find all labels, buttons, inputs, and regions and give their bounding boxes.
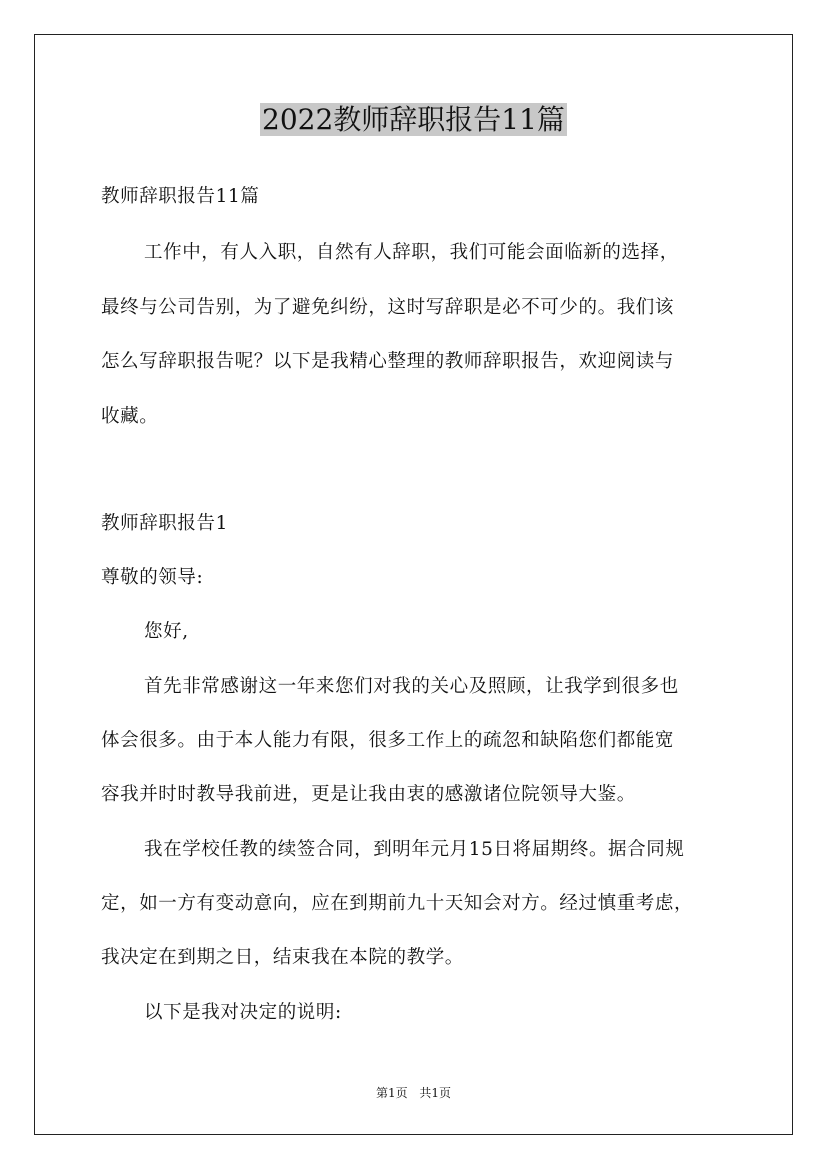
section-heading: 教师辞职报告1 [101,513,228,534]
para2-line-2: 定，如一方有变动意向，应在到期前九十天知会对方。经过慎重考虑， [101,893,694,914]
greeting: 您好, [144,621,189,642]
para2-line-3: 我决定在到期之日，结束我在本院的教学。 [101,947,464,968]
document-subtitle: 教师辞职报告11篇 [101,186,260,207]
intro-line-2: 最终与公司告别，为了避免纠纷，这时写辞职是必不可少的。我们该 [101,297,675,318]
page-number: 第1页 [375,1086,408,1100]
para1-line-2: 体会很多。由于本人能力有限，很多工作上的疏忽和缺陷您们都能宽 [101,730,675,751]
intro-line-4: 收藏。 [101,406,159,427]
page-footer [0,1084,827,1101]
page-total: 共1页 [419,1086,452,1100]
document-title-text: 2022教师辞职报告11篇 [262,103,565,136]
intro-line-3: 怎么写辞职报告呢？以下是我精心整理的教师辞职报告，欢迎阅读与 [101,351,675,372]
document-title [0,100,827,140]
para3-line-1: 以下是我对决定的说明: [144,1002,342,1023]
para1-line-3: 容我并时时教导我前进，更是让我由衷的感激诸位院领导大鉴。 [101,784,636,805]
salutation: 尊敬的领导: [101,567,204,588]
intro-line-1: 工作中，有人入职，自然有人辞职，我们可能会面临新的选择， [144,242,679,263]
para1-line-1: 首先非常感谢这一年来您们对我的关心及照顾，让我学到很多也 [144,676,679,697]
para2-line-1: 我在学校任教的续签合同，到明年元月15日将届期终。据合同规 [144,839,685,860]
